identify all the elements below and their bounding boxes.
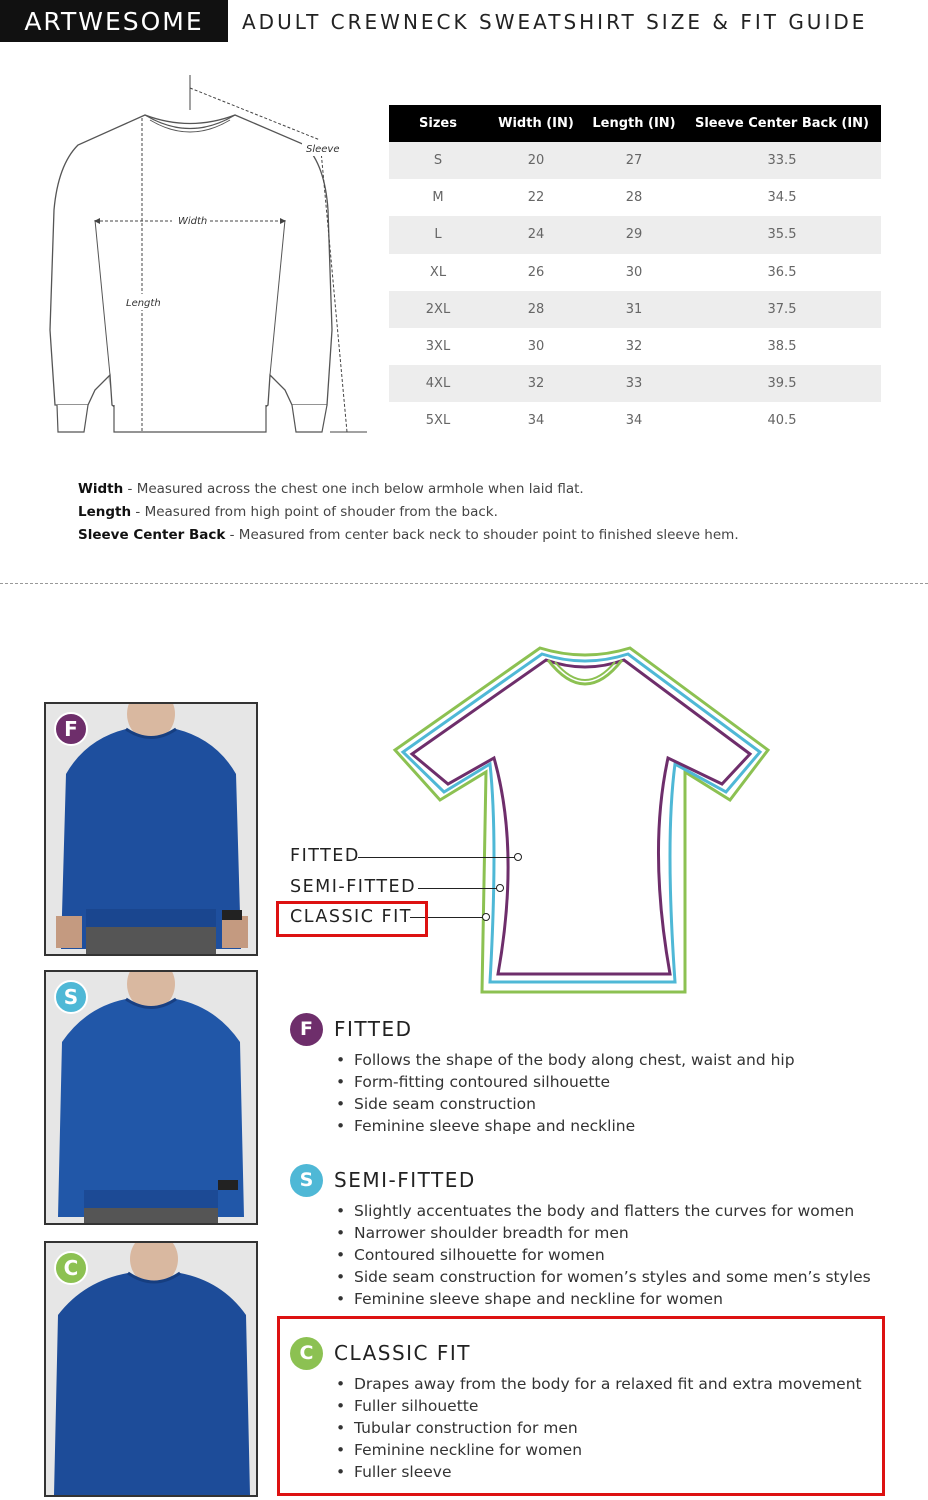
table-row — [389, 365, 881, 402]
table-cell: 34.5 — [683, 179, 881, 216]
table-cell: 24 — [487, 216, 585, 253]
list-item: • Feminine neckline for women — [336, 1439, 880, 1461]
table-row — [389, 179, 881, 216]
table-cell: 34 — [585, 402, 683, 439]
semi-fitted-photo-badge: S — [54, 980, 88, 1014]
table-cell: XL — [389, 254, 487, 291]
table-cell: 5XL — [389, 402, 487, 439]
table-cell: 30 — [487, 328, 585, 365]
table-cell: 32 — [487, 365, 585, 402]
table-row — [389, 216, 881, 253]
table-cell: 3XL — [389, 328, 487, 365]
width-label: Width — [178, 216, 208, 227]
table-cell: 31 — [585, 291, 683, 328]
classic-fit-label: CLASSIC FIT — [290, 907, 412, 927]
semi-fitted-label: SEMI-FITTED — [290, 877, 417, 897]
list-item: • Narrower shoulder breadth for men — [336, 1222, 880, 1244]
table-cell: 36.5 — [683, 254, 881, 291]
table-cell: 32 — [585, 328, 683, 365]
list-item: • Tubular construction for men — [336, 1417, 880, 1439]
classic-badge: C — [290, 1337, 323, 1370]
table-row — [389, 291, 881, 328]
semi-fitted-bullets — [336, 1200, 880, 1310]
fitted-label: FITTED — [290, 846, 360, 866]
semi-fitted-section — [290, 1162, 880, 1310]
classic-fit-highlight — [277, 1316, 885, 1496]
sweatshirt-diagram — [40, 70, 375, 440]
photo-fitted — [44, 702, 258, 956]
header-sleeve: Sleeve Center Back (IN) — [683, 105, 881, 142]
fitted-photo-badge: F — [54, 712, 88, 746]
table-cell: 35.5 — [683, 216, 881, 253]
table-cell: 28 — [487, 291, 585, 328]
table-cell: 37.5 — [683, 291, 881, 328]
measurement-definitions — [78, 478, 878, 547]
table-cell: 28 — [585, 179, 683, 216]
table-cell: 34 — [487, 402, 585, 439]
header-length: Length (IN) — [585, 105, 683, 142]
photo-classic — [44, 1241, 258, 1497]
table-cell: 2XL — [389, 291, 487, 328]
table-row — [389, 328, 881, 365]
list-item: • Side seam construction — [336, 1093, 880, 1115]
header-width: Width (IN) — [487, 105, 585, 142]
semi-fitted-badge: S — [290, 1164, 323, 1197]
list-item: • Follows the shape of the body along chest, waist and hip — [336, 1049, 880, 1071]
list-item: • Feminine sleeve shape and neckline for women — [336, 1288, 880, 1310]
classic-label-highlight — [276, 901, 428, 937]
list-item: • Feminine sleeve shape and neckline — [336, 1115, 880, 1137]
sleeve-label: Sleeve — [306, 144, 340, 155]
header-sizes: Sizes — [389, 105, 487, 142]
fitted-leader-line — [358, 857, 516, 858]
length-label: Length — [126, 298, 161, 309]
semi-fitted-leader-line — [418, 888, 498, 889]
table-cell: 33.5 — [683, 142, 881, 179]
classic-heading: CLASSIC FIT — [334, 1341, 471, 1365]
table-cell: M — [389, 179, 487, 216]
fitted-badge: F — [290, 1013, 323, 1046]
table-cell: 27 — [585, 142, 683, 179]
table-cell: 4XL — [389, 365, 487, 402]
size-chart-table — [389, 105, 881, 440]
table-cell: 20 — [487, 142, 585, 179]
classic-photo-badge: C — [54, 1251, 88, 1285]
table-cell: 22 — [487, 179, 585, 216]
list-item: • Fuller sleeve — [336, 1461, 880, 1483]
semi-fitted-heading: SEMI-FITTED — [334, 1168, 476, 1192]
photo-semi-fitted — [44, 970, 258, 1225]
table-row — [389, 254, 881, 291]
table-cell: 33 — [585, 365, 683, 402]
table-header-row — [389, 105, 881, 142]
fit-outline-diagram — [390, 640, 780, 1000]
list-item: • Contoured silhouette for women — [336, 1244, 880, 1266]
section-divider — [0, 583, 928, 584]
list-item: • Slightly accentuates the body and flatters the curves for women — [336, 1200, 880, 1222]
table-cell: 30 — [585, 254, 683, 291]
table-cell: 40.5 — [683, 402, 881, 439]
fitted-section — [290, 1011, 880, 1137]
definition-length: Length - Measured from high point of shouder from the back. — [78, 504, 498, 520]
table-cell: 39.5 — [683, 365, 881, 402]
table-row — [389, 142, 881, 179]
list-item: • Form-fitting contoured silhouette — [336, 1071, 880, 1093]
classic-outline — [395, 648, 768, 992]
page-title: ADULT CREWNECK SWEATSHIRT SIZE & FIT GUIDE — [242, 10, 868, 34]
fitted-bullets — [336, 1049, 880, 1137]
brand-logo: ARTWESOME — [0, 0, 228, 42]
table-cell: S — [389, 142, 487, 179]
table-cell: 26 — [487, 254, 585, 291]
fitted-heading: FITTED — [334, 1017, 413, 1041]
definition-sleeve: Sleeve Center Back - Measured from center back neck to shouder point to finished sleeve hem. — [78, 527, 739, 543]
sweatshirt-outline — [50, 115, 332, 415]
table-cell: L — [389, 216, 487, 253]
list-item: • Drapes away from the body for a relaxed fit and extra movement — [336, 1373, 880, 1395]
list-item: • Fuller silhouette — [336, 1395, 880, 1417]
table-cell: 38.5 — [683, 328, 881, 365]
table-cell: 29 — [585, 216, 683, 253]
list-item: • Side seam construction for women’s styles and some men’s styles — [336, 1266, 880, 1288]
definition-width: Width - Measured across the chest one inch below armhole when laid flat. — [78, 481, 584, 497]
table-row — [389, 402, 881, 439]
